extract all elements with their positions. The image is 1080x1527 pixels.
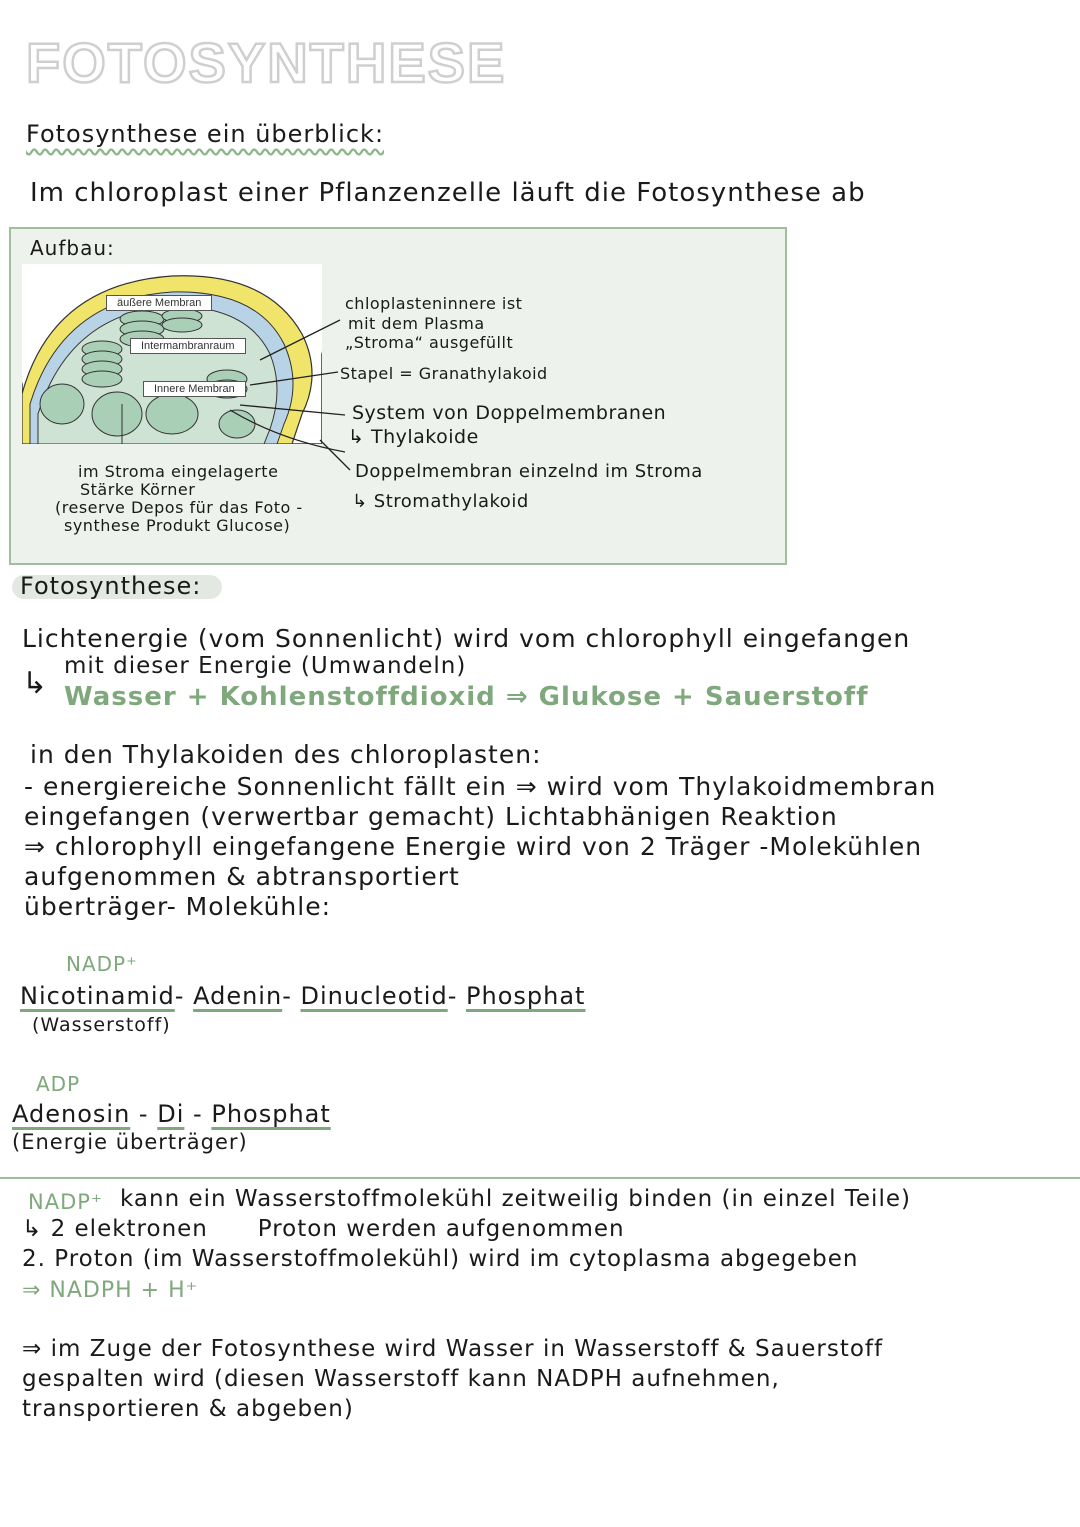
adp-abbr: ADP <box>36 1072 81 1096</box>
structure-heading: Aufbau: <box>30 236 115 260</box>
adp-full <box>12 1100 331 1128</box>
adp-note: (Energie überträger) <box>12 1130 248 1154</box>
adp-part-p: Phosphat <box>211 1100 331 1128</box>
nadp-full <box>20 982 585 1010</box>
photosynthesis-line2: mit dieser Energie (Umwandeln) <box>64 653 467 679</box>
adp-part-d: Di <box>157 1100 185 1128</box>
nadph-line4: ⇒ NADPH + H⁺ <box>22 1278 199 1303</box>
note-system-1: System von Doppelmembranen <box>352 402 667 424</box>
thylakoid-line5: aufgenommen & abtransportiert <box>24 862 460 891</box>
note-inner-2: mit dem Plasma <box>348 314 485 333</box>
label-inner-membrane: Innere Membran <box>143 381 246 397</box>
page-title: FOTOSYNTHESE <box>26 31 507 94</box>
nadp-part-a: Adenin <box>193 982 283 1010</box>
note-stack: Stapel = Granathylakoid <box>340 364 548 383</box>
photosynthesis-line1: Lichtenergie (vom Sonnenlicht) wird vom chlorophyll eingefangen <box>22 624 911 653</box>
nadp-sep: - <box>447 982 458 1010</box>
overview-intro: Im chloroplast einer Pflanzenzelle läuft die Fotosynthese ab <box>30 178 866 208</box>
note-double-2: ↳ Stromathylakoid <box>352 491 529 512</box>
nadp-part-p: Phosphat <box>466 982 586 1010</box>
nadp-note: (Wasserstoff) <box>32 1014 171 1036</box>
thylakoid-line6: überträger- Molekühle: <box>24 892 332 921</box>
nadph-line3: 2. Proton (im Wasserstoffmolekühl) wird im cytoplasma abgegeben <box>22 1246 859 1272</box>
nadph-line2: ↳ 2 elektronen Proton werden aufgenommen <box>22 1216 625 1242</box>
note-starch-2: Stärke Körner <box>80 480 196 499</box>
note-starch-3: (reserve Depos für das Foto - <box>55 498 303 517</box>
summary-line1: ⇒ im Zuge der Fotosynthese wird Wasser in Wasserstoff & Sauerstoff <box>22 1336 884 1362</box>
thylakoid-line3: eingefangen (verwertbar gemacht) Lichtabhänigen Reaktion <box>24 802 838 831</box>
nadph-line1: kann ein Wasserstoffmolekühl zeitweilig binden (in einzel Teile) <box>120 1186 911 1212</box>
note-starch-4: synthese Produkt Glucose) <box>64 516 291 535</box>
note-double-1: Doppelmembran einzelnd im Stroma <box>355 461 703 482</box>
section-divider <box>0 1177 1080 1179</box>
note-starch-1: im Stroma eingelagerte <box>78 462 279 481</box>
adp-part-a: Adenosin <box>12 1100 131 1128</box>
label-intermembrane: Intermambranraum <box>130 338 246 354</box>
nadp-sep: - <box>174 982 185 1010</box>
nadph-abbr: NADP⁺ <box>28 1190 103 1214</box>
label-outer-membrane: äußere Membran <box>106 295 212 311</box>
thylakoid-line2: - energiereiche Sonnenlicht fällt ein ⇒ wird vom Thylakoidmembran <box>24 772 937 801</box>
nadp-abbr: NADP⁺ <box>66 952 138 976</box>
adp-sep: - <box>193 1100 203 1128</box>
note-inner-3: „Stroma“ ausgefüllt <box>345 333 514 352</box>
overview-heading: Fotosynthese ein überblick: <box>26 120 385 148</box>
nadp-sep: - <box>282 982 292 1010</box>
photosynthesis-heading: Fotosynthese: <box>20 572 202 600</box>
summary-line3: transportieren & abgeben) <box>22 1396 354 1422</box>
photosynthesis-equation: Wasser + Kohlenstoffdioxid ⇒ Glukose + Sauerstoff <box>64 682 869 712</box>
nadp-part-n: Nicotinamid <box>20 982 175 1010</box>
summary-line2: gespalten wird (diesen Wasserstoff kann NADPH aufnehmen, <box>22 1366 780 1392</box>
adp-sep: - <box>138 1100 149 1128</box>
thylakoid-line1: in den Thylakoiden des chloroplasten: <box>30 740 542 769</box>
thylakoid-line4: ⇒ chlorophyll eingefangene Energie wird von 2 Träger -Molekühlen <box>24 832 923 861</box>
note-system-2: ↳ Thylakoide <box>348 426 479 448</box>
note-inner-1: chloplasteninnere ist <box>345 294 523 313</box>
nadp-part-d: Dinucleotid <box>300 982 448 1010</box>
arrow-glyph: ↳ <box>22 666 49 701</box>
